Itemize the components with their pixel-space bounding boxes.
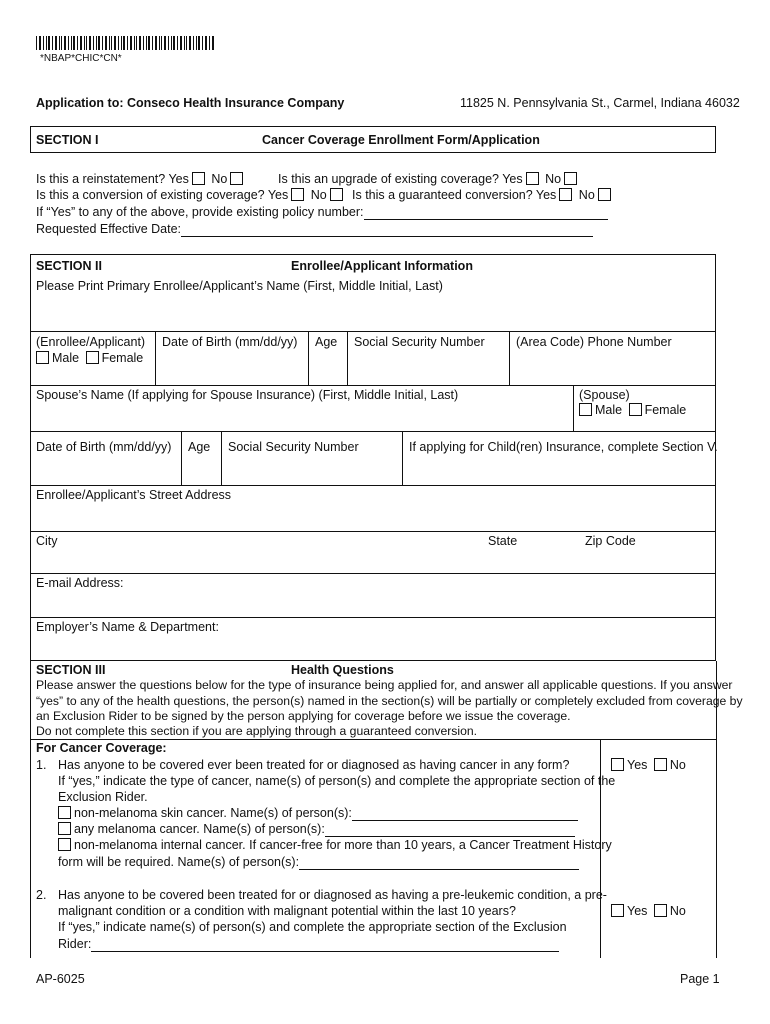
guaranteed-question: Is this a guaranteed conversion? Yes No: [352, 188, 614, 203]
divider: [30, 331, 716, 332]
enrollee-male-checkbox[interactable]: [36, 351, 49, 364]
q1-melanoma-checkbox[interactable]: [58, 822, 71, 835]
for-cancer-coverage: For Cancer Coverage:: [36, 741, 167, 755]
employer-field[interactable]: [31, 635, 715, 659]
spouse-ssn-label: Social Security Number: [228, 440, 359, 454]
policy-number-field[interactable]: [364, 207, 608, 220]
guaranteed-no-checkbox[interactable]: [598, 188, 611, 201]
section-3-label: SECTION III: [36, 663, 106, 677]
q1-answer: Yes No: [608, 758, 686, 773]
q1-option-3: non-melanoma internal cancer. If cancer-free for more than 10 years, a Cancer Treatment History: [55, 838, 612, 853]
section-3-intro-4: Do not complete this section if you are applying through a guaranteed conversion.: [36, 724, 478, 738]
policy-number-row: If “Yes” to any of the above, provide existing policy number:: [36, 205, 608, 220]
guaranteed-yes-checkbox[interactable]: [559, 188, 572, 201]
primary-name-label: Please Print Primary Enrollee/Applicant’s Name (First, Middle Initial, Last): [36, 279, 443, 293]
q2-answer: Yes No: [608, 904, 686, 919]
page-number: Page 1: [680, 972, 720, 986]
email-field[interactable]: [31, 591, 715, 615]
section-3-intro-3: an Exclusion Rider to be signed by the person applying for coverage before we issue the coverage.: [36, 709, 571, 723]
divider: [30, 385, 716, 386]
divider: [181, 431, 182, 485]
zip-label: Zip Code: [585, 534, 636, 548]
conversion-question: Is this a conversion of existing coverage? Yes No: [36, 188, 346, 203]
divider: [30, 617, 716, 618]
reinstatement-yes-checkbox[interactable]: [192, 172, 205, 185]
enrollee-dob-label: Date of Birth (mm/dd/yy): [162, 335, 298, 349]
conversion-yes-checkbox[interactable]: [291, 188, 304, 201]
section-3-title: Health Questions: [291, 663, 394, 677]
section-3-intro-2: “yes” to any of the health questions, the person(s) named in the section(s) will be partially or completely excluded from coverage by: [36, 694, 743, 708]
q2-line-4: Rider:: [58, 937, 559, 952]
city-label: City: [36, 534, 58, 548]
application-to: Application to: Conseco Health Insurance Company: [36, 96, 345, 110]
street-address-label: Enrollee/Applicant’s Street Address: [36, 488, 232, 502]
enrollee-phone-label: (Area Code) Phone Number: [516, 335, 672, 349]
enrollee-age-label: Age: [315, 335, 338, 349]
q2-line-3: If “yes,” indicate name(s) of person(s) and complete the appropriate section of the Exclusion: [58, 920, 567, 934]
state-label: State: [488, 534, 518, 548]
q2-line-2: malignant condition or a condition with malignant potential within the last 10 years?: [58, 904, 516, 918]
street-address-field[interactable]: [31, 503, 715, 529]
barcode-text: *NBAP*CHIC*CN*: [40, 53, 122, 64]
form-number: AP-6025: [36, 972, 85, 986]
spouse-label: (Spouse): [579, 388, 630, 402]
q1-option-3b: form will be required. Name(s) of person(s):: [58, 855, 579, 870]
spouse-name-label: Spouse’s Name (If applying for Spouse Insurance) (First, Middle Initial, Last): [36, 388, 459, 402]
barcode-graphic: [36, 36, 214, 50]
spouse-age-label: Age: [188, 440, 211, 454]
employer-label: Employer’s Name & Department:: [36, 620, 219, 634]
divider: [347, 331, 348, 385]
section-2-label: SECTION II: [36, 259, 102, 273]
divider: [30, 739, 716, 740]
divider: [155, 331, 156, 385]
divider: [30, 431, 716, 432]
section-3-intro-1: Please answer the questions below for the type of insurance being applied for, and answer all applicable questions. If you answer: [36, 678, 733, 692]
spouse-female-checkbox[interactable]: [629, 403, 642, 416]
q1-number: 1.: [36, 758, 47, 772]
q2-names-field[interactable]: [91, 939, 559, 952]
q2-no-checkbox[interactable]: [654, 904, 667, 917]
q1-skin-cancer-checkbox[interactable]: [58, 806, 71, 819]
reinstatement-no-checkbox[interactable]: [230, 172, 243, 185]
barcode: [36, 36, 214, 50]
upgrade-question: Is this an upgrade of existing coverage? Yes No: [278, 172, 580, 187]
enrollee-label: (Enrollee/Applicant): [36, 335, 146, 349]
section-2-title: Enrollee/Applicant Information: [291, 259, 473, 273]
q1-line-2: If “yes,” indicate the type of cancer, name(s) of person(s) and complete the appropriate section of the: [58, 774, 616, 788]
q2-yes-checkbox[interactable]: [611, 904, 624, 917]
conversion-no-checkbox[interactable]: [330, 188, 343, 201]
spouse-male-checkbox[interactable]: [579, 403, 592, 416]
enrollee-female-checkbox[interactable]: [86, 351, 99, 364]
q1-option-2: any melanoma cancer. Name(s) of person(s):: [55, 822, 575, 837]
q1-internal-cancer-names-field[interactable]: [299, 857, 579, 870]
effective-date-row: Requested Effective Date:: [36, 222, 593, 237]
upgrade-no-checkbox[interactable]: [564, 172, 577, 185]
reinstatement-question: Is this a reinstatement? Yes No: [36, 172, 246, 187]
primary-name-field[interactable]: [31, 295, 715, 329]
divider: [30, 573, 716, 574]
section-1-title: Cancer Coverage Enrollment Form/Application: [262, 133, 540, 147]
spouse-dob-label: Date of Birth (mm/dd/yy): [36, 440, 172, 454]
divider: [221, 431, 222, 485]
company-address: 11825 N. Pennsylvania St., Carmel, Indiana 46032: [460, 96, 740, 110]
q1-yes-checkbox[interactable]: [611, 758, 624, 771]
q1-option-1: non-melanoma skin cancer. Name(s) of person(s):: [55, 806, 578, 821]
q2-line-1: Has anyone to be covered been treated for or diagnosed as having a pre-leukemic condition, a pre-: [58, 888, 607, 902]
divider: [509, 331, 510, 385]
enrollee-gender: Male Female: [33, 351, 143, 366]
spouse-gender: Male Female: [576, 403, 686, 418]
effective-date-field[interactable]: [181, 224, 593, 237]
upgrade-yes-checkbox[interactable]: [526, 172, 539, 185]
divider: [30, 485, 716, 486]
q1-line-1: Has anyone to be covered ever been treated for or diagnosed as having cancer in any form?: [58, 758, 570, 772]
divider: [30, 531, 716, 532]
q1-internal-cancer-checkbox[interactable]: [58, 838, 71, 851]
q1-melanoma-names-field[interactable]: [325, 824, 575, 837]
section-1-label: SECTION I: [36, 133, 99, 147]
q2-number: 2.: [36, 888, 47, 902]
q1-skin-cancer-names-field[interactable]: [352, 808, 578, 821]
divider: [402, 431, 403, 485]
children-note: If applying for Child(ren) Insurance, complete Section V.: [409, 440, 718, 454]
divider: [30, 661, 31, 958]
email-label: E-mail Address:: [36, 576, 124, 590]
q1-no-checkbox[interactable]: [654, 758, 667, 771]
q1-line-3: Exclusion Rider.: [58, 790, 148, 804]
enrollee-ssn-label: Social Security Number: [354, 335, 485, 349]
divider: [308, 331, 309, 385]
divider: [573, 385, 574, 431]
